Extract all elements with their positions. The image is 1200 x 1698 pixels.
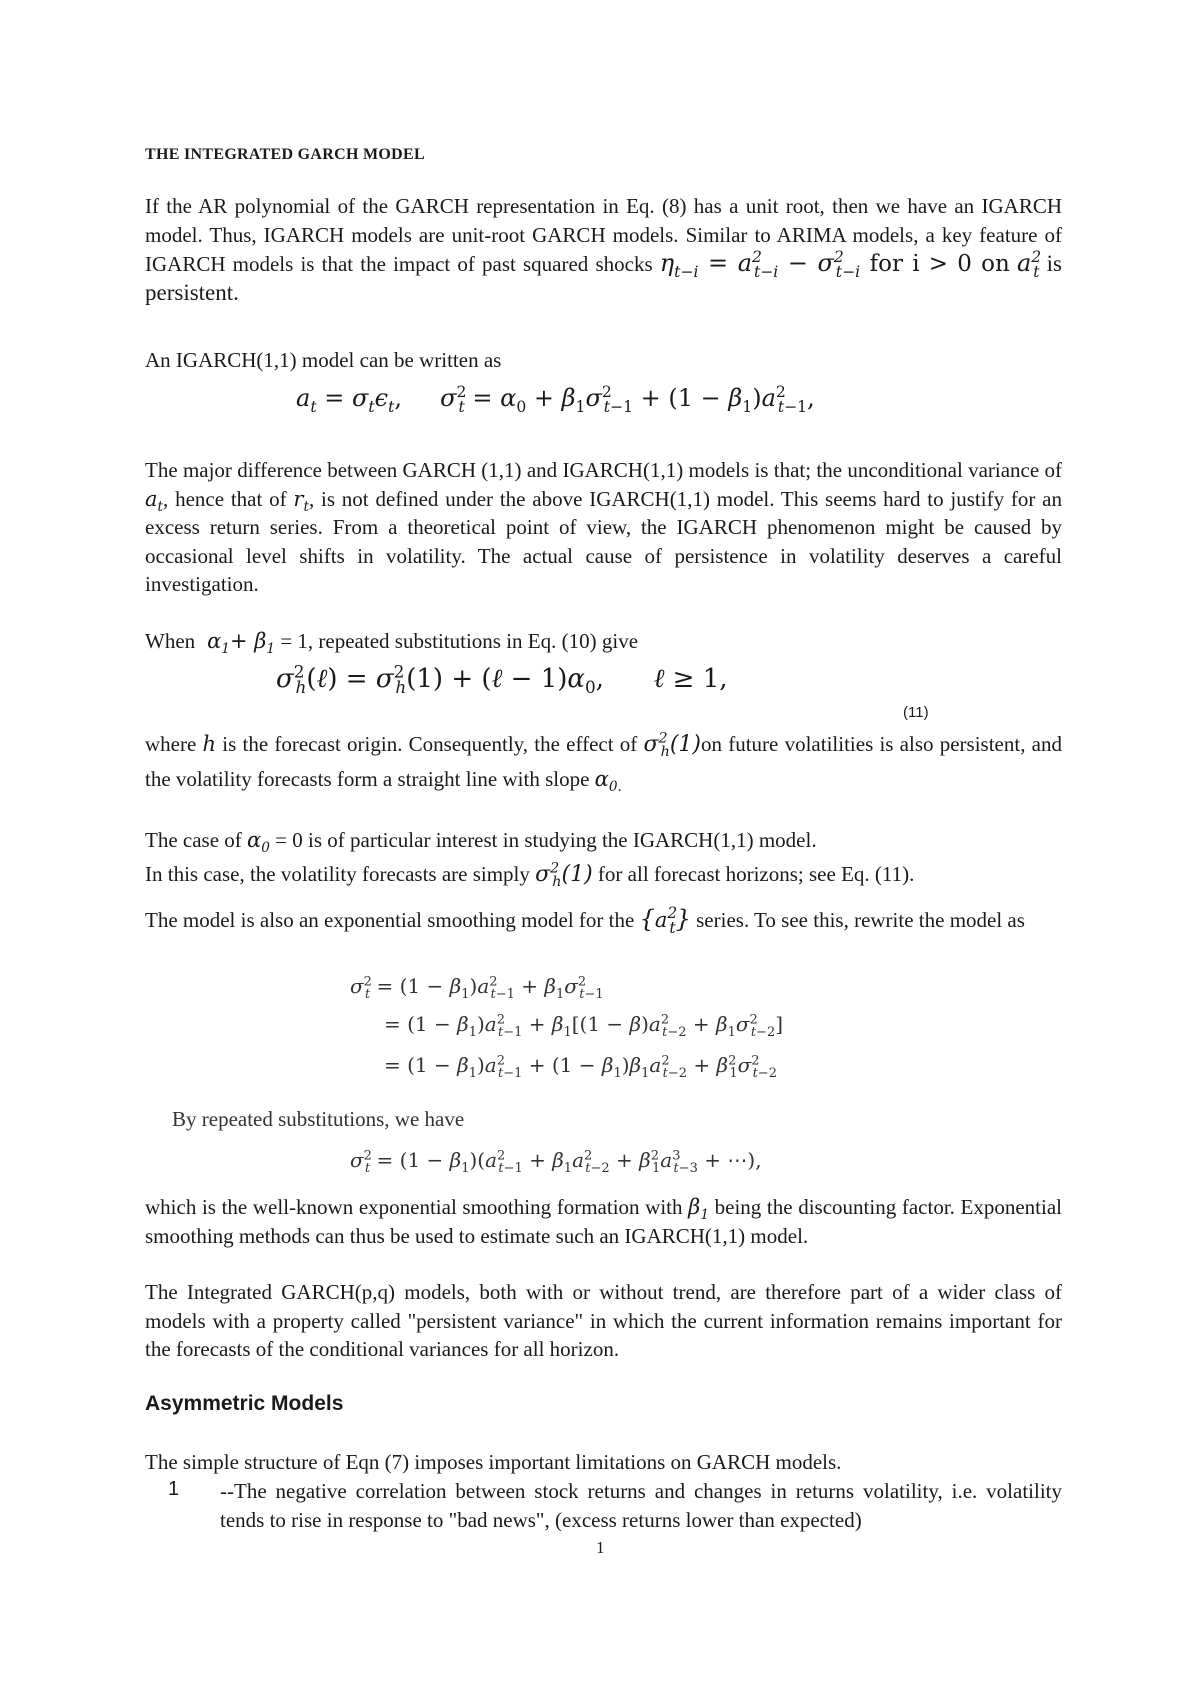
paragraph-forecast-origin: [145, 727, 1062, 796]
paragraph-difference: [145, 456, 1062, 599]
page-number: 1: [596, 1538, 605, 1557]
paragraph-difference-mid1: , hence that of: [163, 486, 287, 511]
section-title-asymmetric: Asymmetric Models: [145, 1392, 344, 1415]
formula-alpha-beta-sum: $\alpha_1+ \beta_1$: [200, 629, 276, 658]
formula-at2-set: $\{a^2_t\}$: [639, 904, 691, 937]
equation-derivation-line3: = $(1 - \beta_1)a^2_{t-1} + (1 - \beta_1)\beta_1a^2_{t-2} + \beta^2_1\sigma^2_{t-2}$: [384, 1053, 777, 1081]
paragraph-intro-end: is persistent.: [145, 251, 1062, 305]
list-item-text: --The negative correlation between stock returns and changes in returns volatility, i.e. volatility tends to rise in response to "bad news", (excess returns lower than expected): [220, 1479, 1062, 1532]
paragraph-intro-text: If the AR polynomial of the GARCH representation in Eq. (8) has a unit root, then we have an IGARCH model. Thus, IGARCH models are unit-root GARCH models. Similar to ARIMA models, a key feature of IGARCH models is that the impact of past squared shocks: [145, 194, 1062, 276]
equation-derivation-line2: = $(1 - \beta_1)a^2_{t-1} + \beta_1[(1 - \beta)a^2_{t-2} + \beta_1\sigma^2_{t-2}]$: [384, 1012, 784, 1040]
formula-sigma-h-1: $\sigma^2_h(1)$: [643, 730, 702, 761]
paragraph-forecast-origin-a: where: [145, 732, 197, 756]
paragraph-well-known-a: which is the well-known exponential smoothing formation with: [145, 1195, 683, 1219]
formula-at2: $a^2_t$: [1016, 248, 1042, 281]
paragraph-exp-smoothing-b: series. To see this, rewrite the model as: [696, 908, 1025, 932]
paragraph-igarch-def: An IGARCH(1,1) model can be written as: [145, 348, 502, 372]
paragraph-case-alpha0: [145, 826, 1062, 855]
symbol-alpha0-zero: $\alpha_0$: [247, 828, 270, 857]
list-item-number: 1: [168, 1478, 180, 1500]
equation-derivation-line1: $\sigma^2_t = (1 - \beta_1)a^2_{t-1} + \beta_1\sigma^2_{t-1}$: [350, 974, 604, 1002]
paragraph-difference-mid2: , is not defined under the above IGARCH(1,1) model. This seems hard to justify for an excess return series. From a theoretical point of view, the IGARCH phenomenon might be caused by occasional level shifts in volatility. The actual cause of persistence in volatility deserves a careful investigation.: [145, 486, 1062, 596]
paragraph-case-alpha0-a: The case of: [145, 828, 242, 852]
equation-series: $\sigma^2_t = (1 - \beta_1)(a^2_{t-1} + \beta_1a^2_{t-2} + \beta^2_1a^3_{t-3}$ + ⋯),: [350, 1148, 762, 1176]
symbol-beta1: $\beta_1$: [688, 1195, 709, 1224]
paragraph-when: [145, 627, 1062, 656]
symbol-at: $a_t$: [145, 486, 164, 515]
paragraph-when-a: When: [145, 629, 196, 653]
equation-igarch-11: $a_t = \sigma_t\epsilon_t$, $\sigma^2_t = \alpha_0 + \beta_1\sigma^2_{t-1} + (1 - \beta_1)a^2_{t-1}$,: [296, 383, 815, 416]
paragraph-well-known-b: being the discounting factor. Exponential smoothing methods can thus be used to estimate such an IGARCH(1,1) model.: [145, 1195, 1063, 1248]
paragraph-exp-smoothing: [145, 903, 1062, 936]
paragraph-integrated-pq: The Integrated GARCH(p,q) models, both with or without trend, are therefore part of a wider class of models with a property called "persistent variance" in which the current information remains important for the forecasts of the conditional variances for all horizon.: [145, 1280, 1062, 1361]
paragraph-difference-text: The major difference between GARCH (1,1) and IGARCH(1,1) models is that; the unconditional variance of: [145, 458, 1062, 482]
symbol-rt: $r_t$: [293, 486, 309, 515]
formula-shock-definition: $\eta_{t-i} = a^2_{t-i} - \sigma^2_{t-i}$: [659, 248, 861, 281]
symbol-h: h: [202, 732, 217, 756]
formula-condition: for i > 0 on: [869, 251, 1010, 277]
paragraph-in-this-case-b: for all forecast horizons; see Eq. (11).: [597, 862, 915, 886]
section-title: THE INTEGRATED GARCH MODEL: [145, 146, 425, 163]
paragraph-in-this-case-a: In this case, the volatility forecasts are simply: [145, 862, 530, 886]
paragraph-in-this-case: [145, 860, 1062, 890]
paragraph-repeated: By repeated substitutions, we have: [172, 1107, 465, 1131]
paragraph-forecast-origin-b: is the forecast origin. Consequently, the effect of: [222, 732, 638, 756]
paragraph-case-alpha0-b: = 0 is of particular interest in studying the IGARCH(1,1) model.: [275, 828, 817, 852]
equation-number: (11): [903, 704, 929, 721]
paragraph-well-known: [145, 1193, 1062, 1250]
paragraph-exp-smoothing-a: The model is also an exponential smoothing model for the: [145, 908, 635, 932]
paragraph-asymmetric-intro: The simple structure of Eqn (7) imposes important limitations on GARCH models.: [145, 1450, 842, 1474]
equation-11: $\sigma^2_h(\ell) = \sigma^2_h(1)$ + (ℓ − $1)\alpha_0$, ℓ ≥ 1,: [276, 661, 728, 698]
paragraph-forecast-origin-c: on future volatilities is also persistent, and the volatility forecasts form a straight line with slope: [145, 732, 1063, 791]
paragraph-intro: [145, 192, 1062, 307]
paragraph-when-b: = 1, repeated substitutions in Eq. (10) give: [280, 629, 639, 653]
formula-sigma-h-1-b: $\sigma^2_h(1)$: [535, 860, 593, 891]
symbol-alpha0: $\alpha_{0.}$: [594, 767, 622, 796]
